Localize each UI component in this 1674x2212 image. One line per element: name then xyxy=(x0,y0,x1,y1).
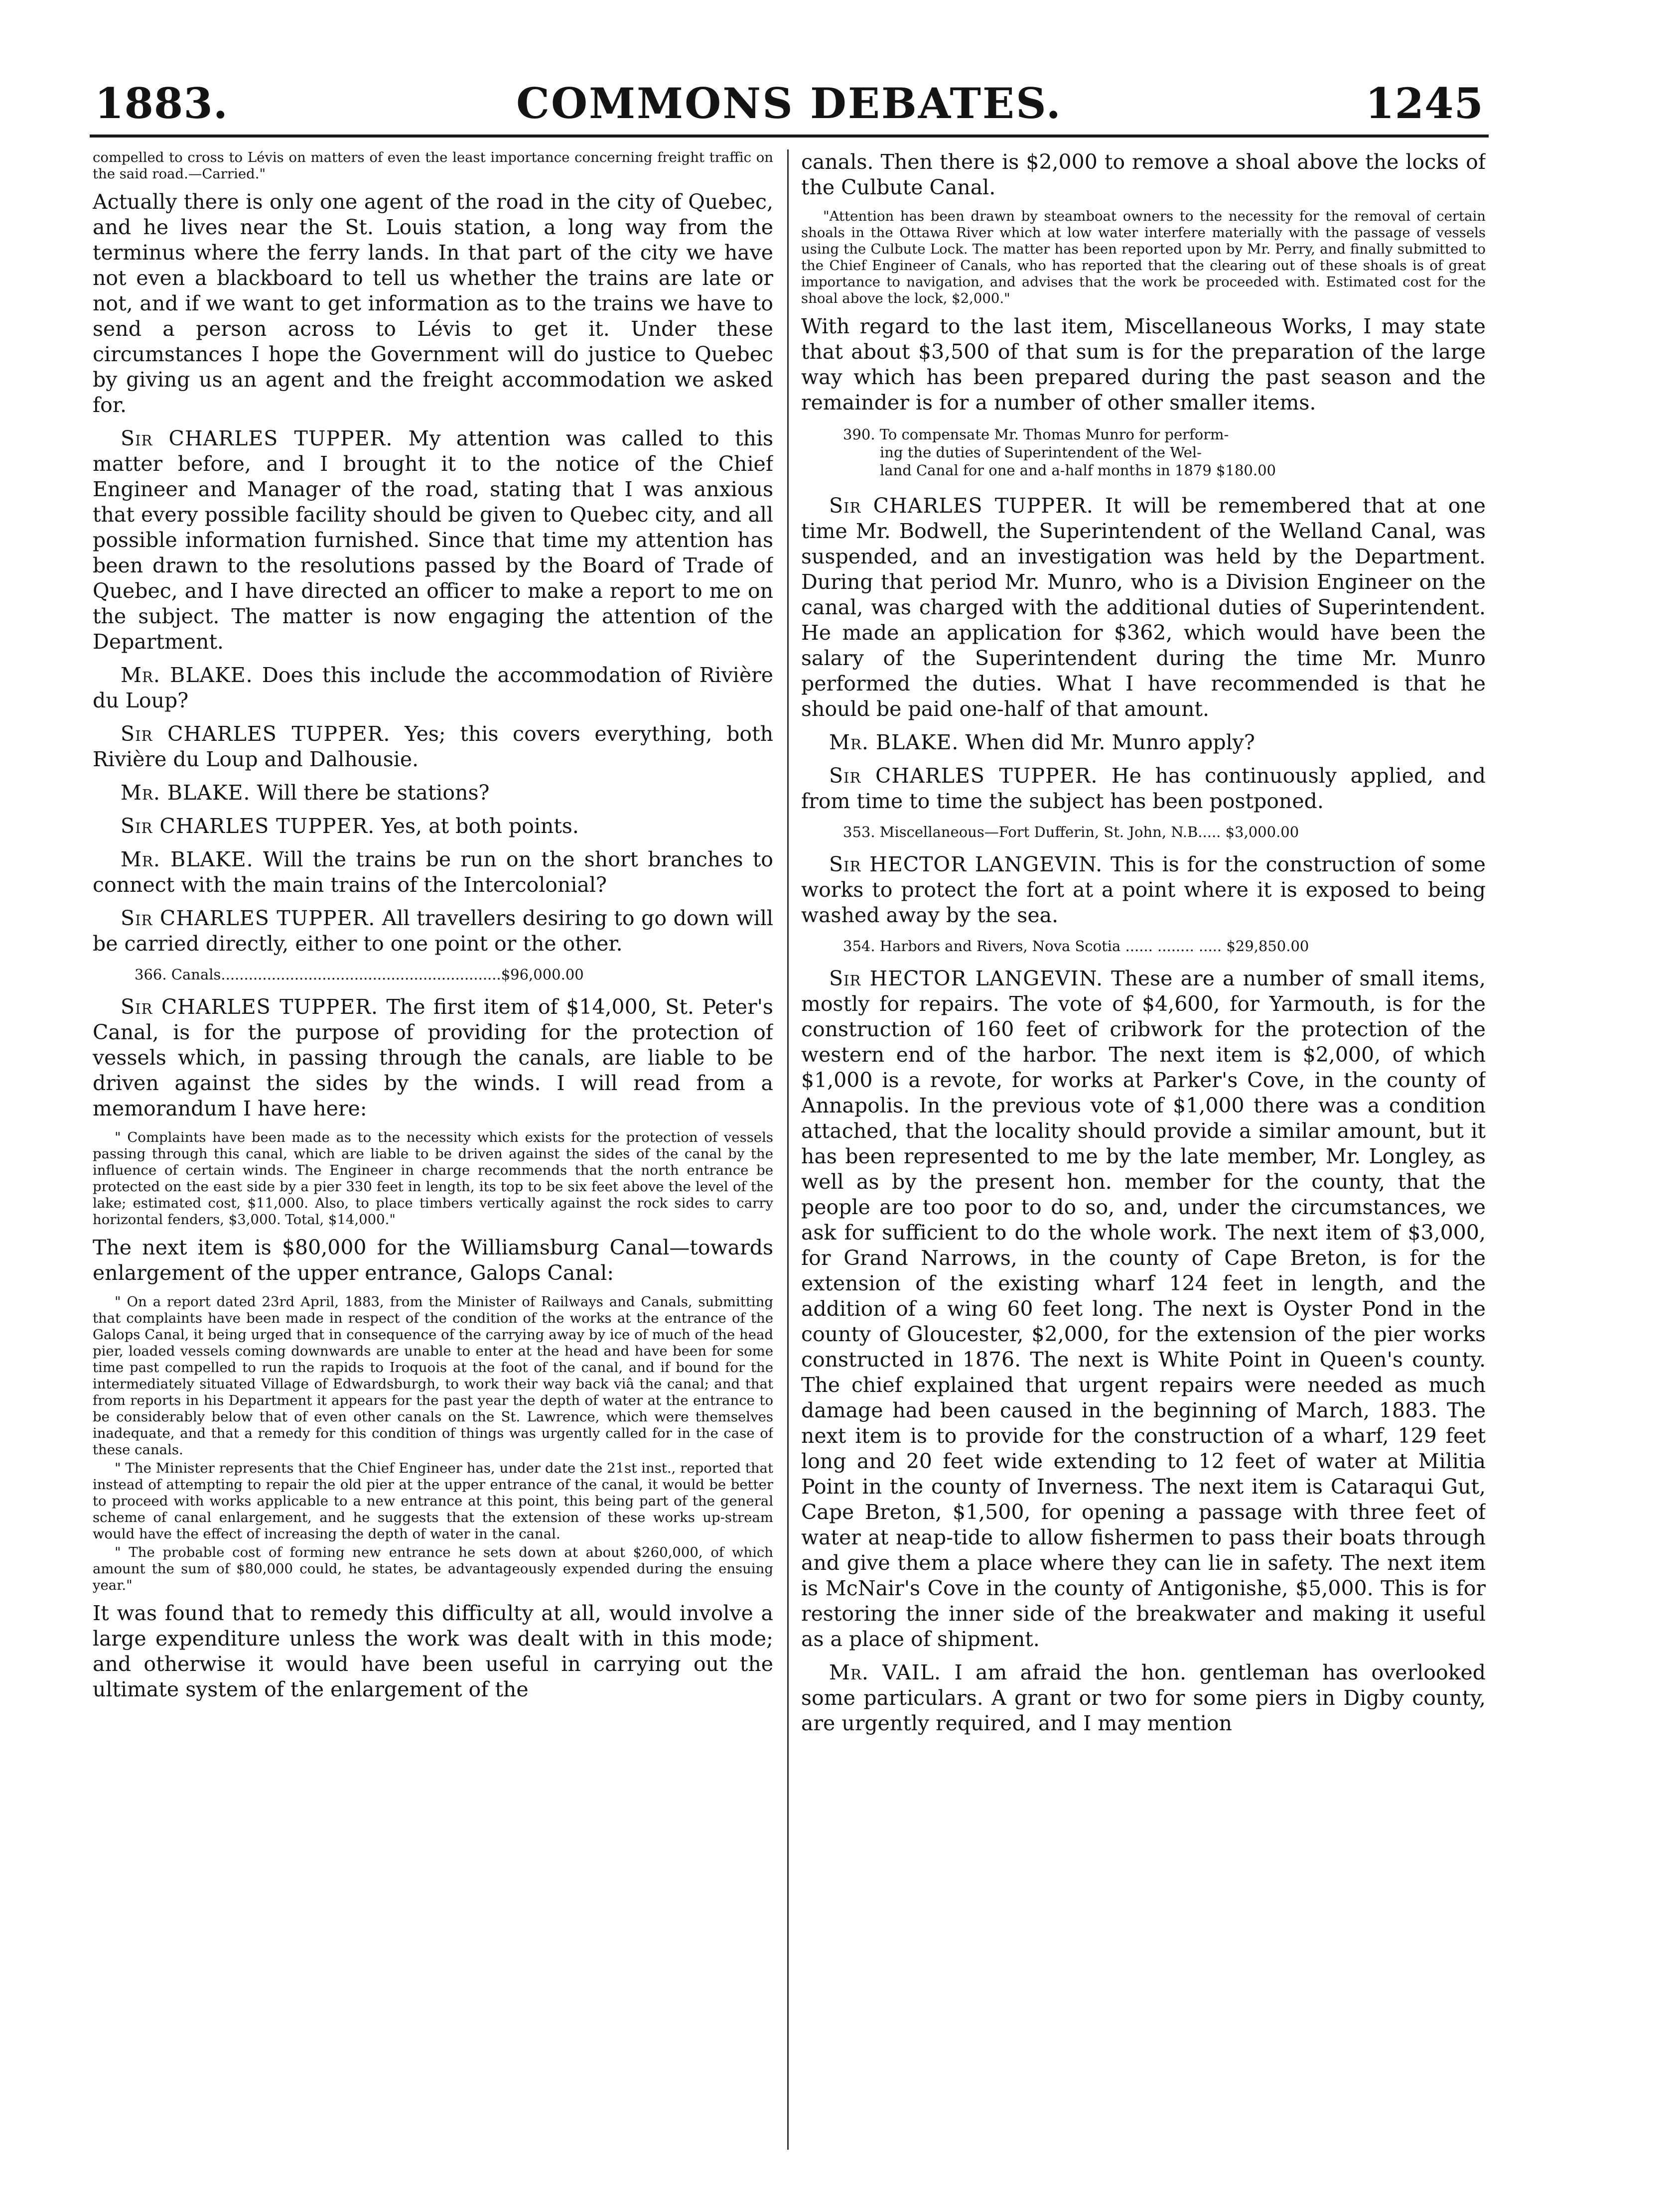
speaker-name: Sir CHARLES TUPPER. xyxy=(121,906,376,930)
speech-text: Will there be stations? xyxy=(257,781,490,805)
speech xyxy=(93,721,773,772)
speech-text: Does this include the accommodation of Rivière du Loup? xyxy=(93,663,773,712)
speech xyxy=(801,730,1486,755)
header-year: 1883. xyxy=(95,79,229,128)
speech-text: Yes; this covers everything, both Rivière du Loup and Dalhousie. xyxy=(93,722,773,771)
speaker-name: Sir CHARLES TUPPER. xyxy=(829,494,1094,518)
quoted-memorandum: "Attention has been drawn by steamboat owners to the necessity for the removal of certain shoals in the Ottawa River which at low water interfere materially with the passage of vessels using the Culbute Lock. The matter has been reported upon by Mr. Perry, and finally submitted to the Chief Engineer of Canals, who has reported that the clearing out of these shoals is of great importance to navigation, and advises that the work be proceeded with. Estimated cost for the shoal above the lock, $2,000." xyxy=(801,208,1486,306)
speaker-name: Sir CHARLES TUPPER. xyxy=(121,995,379,1019)
speaker-name: Sir CHARLES TUPPER. xyxy=(121,814,375,838)
estimate-item-line: 390. To compensate Mr. Thomas Munro for perform- xyxy=(843,426,1229,443)
speaker-name: Sir CHARLES TUPPER. xyxy=(121,426,393,450)
speaker-name: Mr. BLAKE. xyxy=(121,847,254,871)
speech xyxy=(801,852,1486,928)
column-divider xyxy=(787,149,789,2150)
speaker-name: Mr. BLAKE. xyxy=(121,781,251,805)
paragraph: canals. Then there is $2,000 to remove a shoal above the locks of the Culbute Canal. xyxy=(801,150,1486,199)
estimate-item-366: 366. Canals.............................................................$96,000.00 xyxy=(135,966,584,983)
speech-text: He has continuously applied, and from time to time the subject has been postponed. xyxy=(801,764,1486,813)
speech xyxy=(93,426,773,655)
speech xyxy=(93,814,773,839)
speech xyxy=(93,994,773,1121)
speech-text: Will the trains be run on the short branches to connect with the main trains of the Intercolonial? xyxy=(93,847,773,897)
paragraph: It was found that to remedy this difficulty at all, would involve a large expenditure unless the work was dealt with in this mode; and otherwise it would have been useful in carrying out the ultimate system of the enlargement of the xyxy=(93,1601,773,1701)
paragraph: With regard to the last item, Miscellaneous Works, I may state that about $3,500 of that sum is for the preparation of the large way which has been prepared during the past season and the remainder is for a number of other smaller items. xyxy=(801,314,1486,415)
speaker-name: Mr. VAIL. xyxy=(829,1660,942,1684)
speech-text: It will be remembered that at one time Mr. Bodwell, the Superintendent of the Welland Canal, was suspended, and an investigation was held by the Department. During that period Mr. Munro, who is a Division Engineer on the canal, was charged with the additional duties of Superintendent. He made an application for $362, which would have been the salary of the Superintendent during the time Mr. Munro performed the duties. What I have recommended is that he should be paid one-half of that amount. xyxy=(801,494,1486,721)
speech xyxy=(93,780,773,806)
quote-continuation: compelled to cross to Lévis on matters of even the least importance concerning freight traffic on the said road.—Carried." xyxy=(93,149,773,182)
speaker-name: Sir CHARLES TUPPER. xyxy=(829,764,1098,788)
speaker-name: Mr. BLAKE. xyxy=(121,663,253,687)
paragraph: Actually there is only one agent of the road in the city of Quebec, and he lives near the St. Louis station, a long way from the terminus where the ferry lands. In that part of the city we have not even a blackboard to tell us whether the trains are late or not, and if we want to get information as to the trains we have to send a person across to Lévis to get it. Under these circumstances I hope the Government will do justice to Quebec by giving us an agent and the freight accommodation we asked for. xyxy=(93,190,773,417)
speech xyxy=(93,906,773,957)
speech-text: Yes, at both points. xyxy=(381,814,579,838)
speech-text: This is for the construction of some works to protect the fort at a point where it is exposed to being washed away by the sea. xyxy=(801,852,1486,927)
quoted-report: " On a report dated 23rd April, 1883, from the Minister of Railways and Canals, submitting that complaints have been made in respect of the condition of the works at the entrance of the Galops Canal, it being urged that in consequence of the carrying away by ice of much of the head pier, loaded vessels coming downwards are unable to enter at the head and have been for some time past compelled to run the rapids to Iroquois at the foot of the canal, and if bound for the intermediately situated Village of Edwardsburgh, to work their way back viâ the canal; and that from reports in his Department it appears for the past year the depth of water at the entrance to be considerably below that of even other canals on the St. Lawrence, which were themselves inadequate, and that a remedy for this condition of things was urgently called for in the case of these canals. xyxy=(93,1294,773,1458)
speech xyxy=(93,663,773,713)
speech xyxy=(801,493,1486,722)
estimate-item-354: 354. Harbors and Rivers, Nova Scotia ...... ........ ..... $29,850.00 xyxy=(843,938,1309,955)
header-page-number: 1245 xyxy=(1365,79,1484,128)
header-title: COMMONS DEBATES. xyxy=(516,79,1062,128)
estimate-item-line: land Canal for one and a-half months in 1879 $180.00 xyxy=(880,462,1276,479)
estimate-item-390 xyxy=(801,425,1486,479)
speaker-name: Sir HECTOR LANGEVIN. xyxy=(829,852,1103,876)
speaker-name: Mr. BLAKE. xyxy=(829,730,959,754)
paragraph: The next item is $80,000 for the Williamsburg Canal—towards enlargement of the upper entrance, Galops Canal: xyxy=(93,1236,773,1285)
speech-text: My attention was called to this matter before, and I brought it to the notice of the Chief Engineer and Manager of the road, stating that I was anxious that every possible facility should be given to Quebec city, and all possible information furnished. Since that time my attention has been drawn to the resolutions passed by the Board of Trade of Quebec, and I have directed an officer to make a report to me on the subject. The matter is now engaging the attention of the Department. xyxy=(93,426,773,654)
speech-text: When did Mr. Munro apply? xyxy=(965,730,1255,754)
quoted-report: " The probable cost of forming new entrance he sets down at about $260,000, of which amount the sum of $80,000 could, he states, be advantageously expended during the ensuing year." xyxy=(93,1544,773,1593)
right-column xyxy=(801,149,1486,2152)
speaker-name: Sir HECTOR LANGEVIN. xyxy=(829,967,1103,990)
speech-text: These are a number of small items, mostly for repairs. The vote of $4,600, for Yarmouth, is for the construction of 160 feet of cribwork for the protection of the western end of the harbor. The next item is $2,000, of which $1,000 is a revote, for works at Parker's Cove, in the county of Annapolis. In the previous vote of $1,000 there was a condition attached, that the locality should provide a similar amount, but it has been represented to me by the late member, Mr. Longley, as well as by the present hon. member for the county, that the people are too poor to do so, and, under the circumstances, we ask for sufficient to do the whole work. The next item of $3,000, for Grand Narrows, in the county of Cape Breton, is for the extension of the existing wharf 124 feet in length, and the addition of a wing 60 feet long. The next is Oyster Pond in the county of Gloucester, $2,000, for the extension of the pier works constructed in 1876. The next is White Point in Queen's county. The chief explained that urgent repairs were needed as much damage had been caused in the beginning of March, 1883. The next item is to provide for the construction of a wharf, 129 feet long and 20 feet wide extending to 12 feet of water at Militia Point in the county of Inverness. The next item is Cataraqui Gut, Cape Breton, $1,500, for opening a passage with three feet of water at neap-tide to allow fishermen to pass their boats through and give them a place where they can lie in safety. The next item is McNair's Cove in the county of Antigonishe, $5,000. This is for restoring the inner side of the breakwater and making it useful as a place of shipment. xyxy=(801,967,1486,1651)
speech xyxy=(93,847,773,898)
quoted-memorandum: " Complaints have been made as to the necessity which exists for the protection of vessels passing through this canal, which are liable to be driven against the sides of the canal by the influence of certain winds. The Engineer in charge recommends that the north entrance be protected on the east side by a pier 330 feet in length, its top to be six feet above the level of the lake; estimated cost, $11,000. Also, to place timbers vertically against the rock sides to carry horizontal fenders, $3,000. Total, $14,000." xyxy=(93,1129,773,1228)
estimate-item-353: 353. Miscellaneous—Fort Dufferin, St. John, N.B..... $3,000.00 xyxy=(843,824,1299,840)
quoted-report: " The Minister represents that the Chief Engineer has, under date the 21st inst., reported that instead of attempting to repair the old pier at the upper entrance of the canal, it would be better to proceed with works applicable to a new entrance at this point, this being part of the general scheme of canal enlargement, and he suggests that the extension of these works up-stream would have the effect of increasing the depth of water in the canal. xyxy=(93,1460,773,1542)
speech xyxy=(801,966,1486,1652)
estimate-item-line: ing the duties of Superintendent of the Wel- xyxy=(880,444,1202,461)
speech xyxy=(801,1660,1486,1736)
speaker-name: Sir CHARLES TUPPER. xyxy=(121,722,391,746)
speech-text: All travellers desiring to go down will be carried directly, either to one point or the other. xyxy=(93,906,773,956)
page-header xyxy=(90,75,1489,138)
left-column xyxy=(93,149,773,2152)
speech xyxy=(801,763,1486,814)
speech-text: The first item of $14,000, St. Peter's Canal, is for the purpose of providing for the protection of vessels which, in passing through the canals, are liable to be driven against the sides by the winds. I will read from a memorandum I have here: xyxy=(93,995,773,1120)
speech-text: I am afraid the hon. gentleman has overlooked some particulars. A grant or two for some piers in Digby county, are urgently required, and I may mention xyxy=(801,1660,1486,1735)
